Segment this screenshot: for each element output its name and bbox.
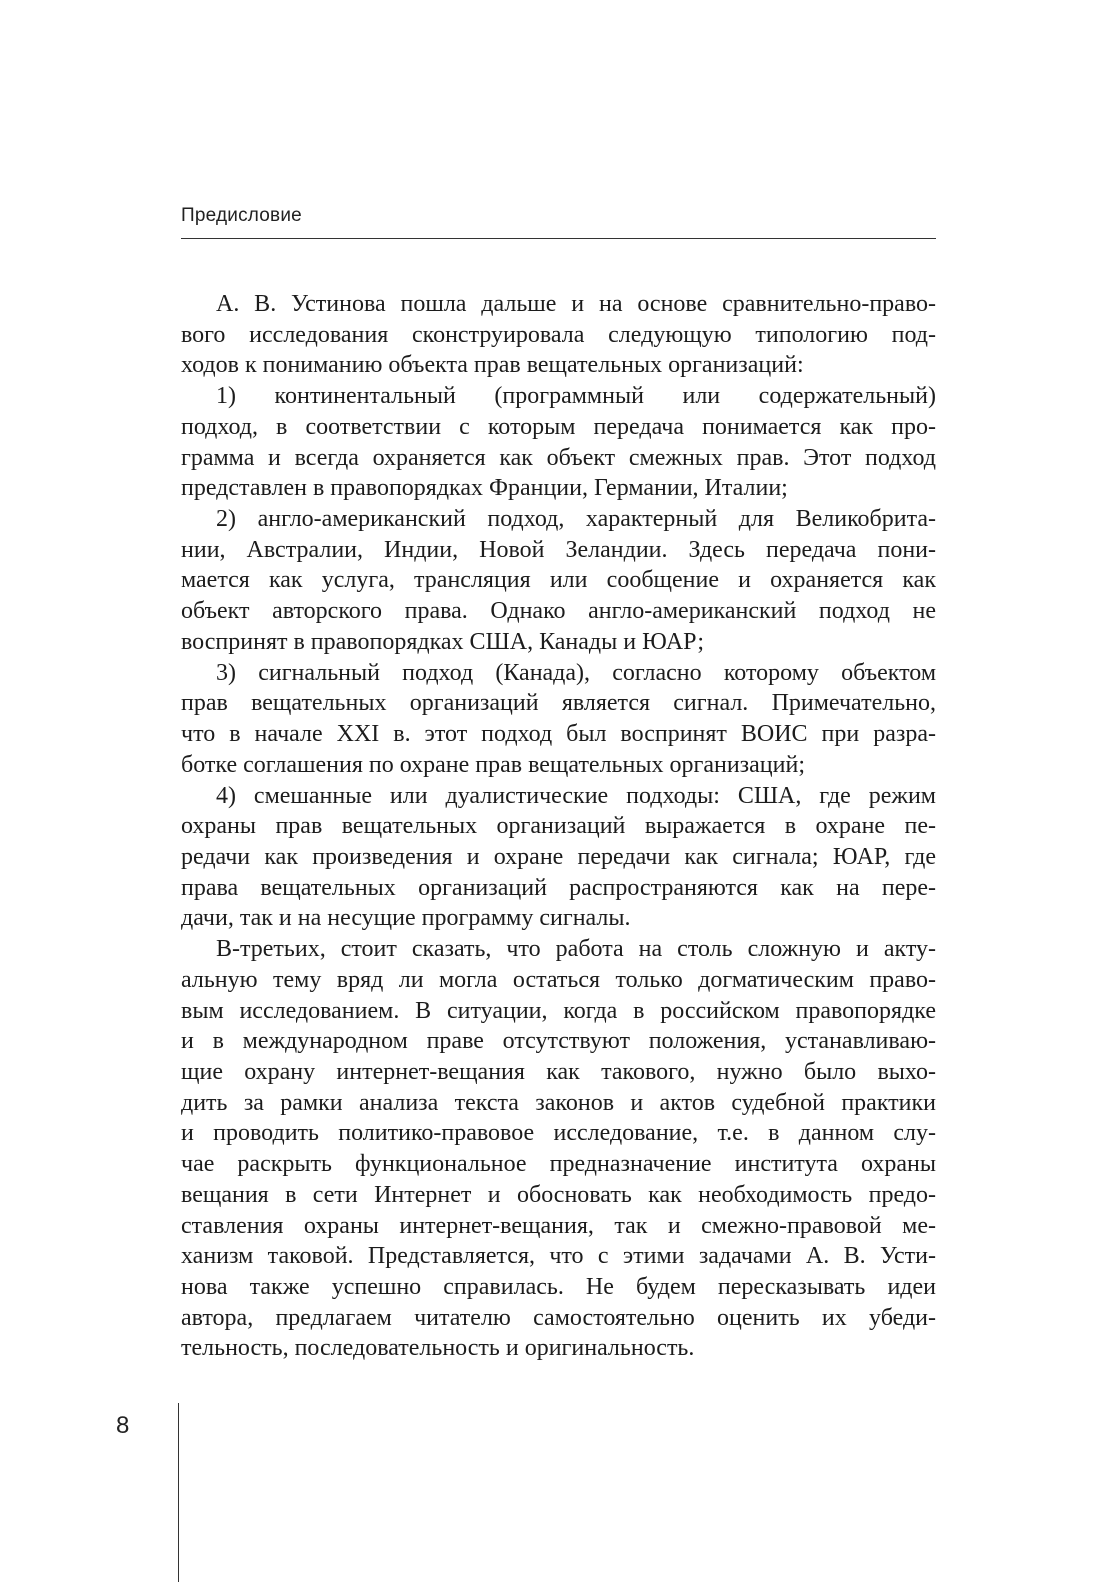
- text-line: альную тему вряд ли могла остаться только догматическим право-: [181, 966, 936, 993]
- text-line: А. В. Устинова пошла дальше и на основе сравнительно-право-: [216, 291, 936, 317]
- text-line: ботке соглашения по охране прав вещательных организаций;: [181, 751, 805, 778]
- text-line: щие охрану интернет-вещания как такового, нужно было выхо-: [181, 1058, 936, 1085]
- text-line: воспринят в правопорядках США, Канады и ЮАР;: [181, 628, 705, 655]
- text-line: вещания в сети Интернет и обосновать как необходимость предо-: [181, 1181, 936, 1208]
- text-line: ходов к пониманию объекта прав вещательных организаций:: [181, 352, 804, 379]
- text-line: автора, предлагаем читателю самостоятельно оценить их убеди-: [181, 1304, 936, 1331]
- text-line: редачи как произведения и охране передачи как сигнала; ЮАР, где: [181, 843, 936, 870]
- text-line: прав вещательных организаций является сигнал. Примечательно,: [181, 690, 936, 717]
- text-line: представлен в правопорядках Франции, Германии, Италии;: [181, 475, 788, 502]
- text-line: чае раскрыть функциональное предназначение института охраны: [181, 1151, 936, 1178]
- text-line: вым исследованием. В ситуации, когда в российском правопорядке: [181, 997, 936, 1024]
- text-line: и проводить политико-правовое исследование, т.е. в данном слу-: [181, 1120, 936, 1147]
- text-line: 1) континентальный (программный или содержательный): [216, 383, 936, 410]
- text-line: дить за рамки анализа текста законов и актов судебной практики: [181, 1089, 936, 1116]
- text-line: что в начале XXI в. этот подход был воспринят ВОИС при разра-: [181, 721, 936, 748]
- text-line: объект авторского права. Однако англо-американский подход не: [181, 598, 936, 625]
- text-line: нии, Австралии, Индии, Новой Зеландии. Здесь передача пони-: [181, 536, 936, 563]
- text-line: нова также успешно справилась. Не будем пересказывать идеи: [181, 1274, 936, 1300]
- running-header: Предисловие: [181, 205, 302, 226]
- text-line: мается как услуга, трансляция или сообщение и охраняется как: [181, 567, 936, 594]
- text-line: ханизм таковой. Представляется, что с этими задачами А. В. Усти-: [181, 1243, 936, 1270]
- text-line: и в международном праве отсутствуют положения, устанавливаю-: [181, 1028, 936, 1055]
- text-line: вого исследования сконструировала следующую типологию под-: [181, 321, 936, 348]
- text-line: В-третьих, стоит сказать, что работа на столь сложную и акту-: [216, 936, 936, 963]
- text-line: тельность, последовательность и оригинальность.: [181, 1335, 695, 1362]
- text-line: 3) сигнальный подход (Канада), согласно которому объектом: [216, 659, 936, 686]
- text-line: права вещательных организаций распространяются как на пере-: [181, 874, 936, 901]
- page-number: 8: [116, 1412, 130, 1439]
- text-line: грамма и всегда охраняется как объект смежных прав. Этот подход: [181, 444, 936, 471]
- text-line: подход, в соответствии с которым передача понимается как про-: [181, 413, 936, 440]
- body-text: [181, 289, 936, 1364]
- text-line: 4) смешанные или дуалистические подходы: США, где режим: [216, 782, 936, 809]
- text-line: ставления охраны интернет-вещания, так и смежно-правовой ме-: [181, 1212, 936, 1239]
- text-line: охраны прав вещательных организаций выражается в охране пе-: [181, 813, 936, 840]
- header-rule: [181, 238, 936, 239]
- text-line: 2) англо-американский подход, характерный для Великобрита-: [216, 506, 936, 533]
- margin-rule: [178, 1403, 179, 1582]
- text-line: дачи, так и на несущие программу сигналы.: [181, 905, 631, 932]
